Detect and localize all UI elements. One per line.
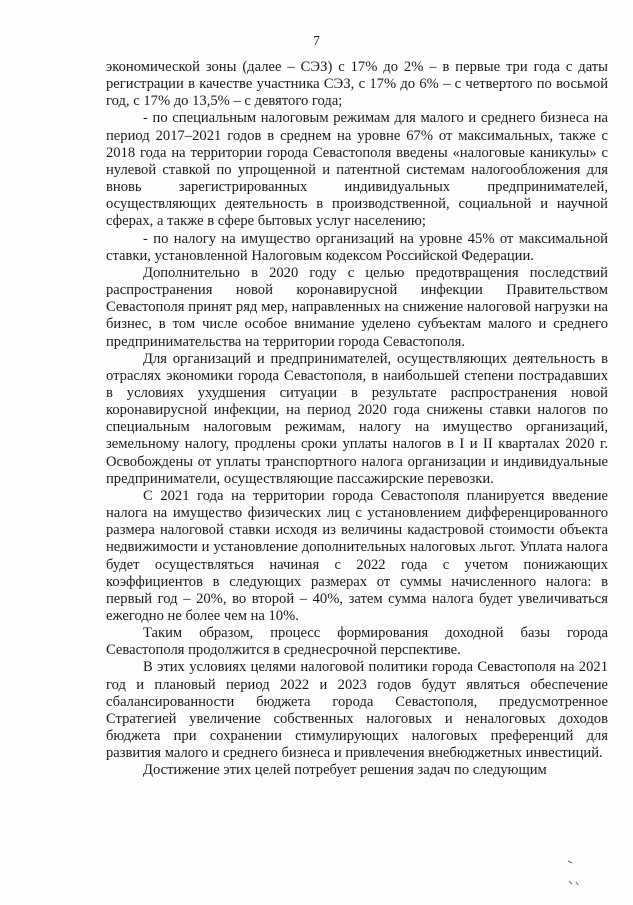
paragraph-sez-rates: экономической зоны (далее – СЭЗ) с 17% до 2% – в первые три года с даты регистрации в качестве участника СЭЗ, с 17% до 6% – с четвертого по восьмой год, с 17% до 13,5% – с девятого года;: [106, 59, 608, 110]
page-number: 7: [313, 33, 320, 48]
paragraph-tasks-intro: Достижение этих целей потребует решения задач по следующим: [143, 762, 547, 779]
paragraph-affected-sectors: Для организаций и предпринимателей, осуществляющих деятельность в отраслях экономики города Севастополя, в наибольшей степени пострадавших в условиях ухудшения ситуации в результате распространения новой коронавирусной инфекции, на период 2020 года снижены ставки налогов по специальным налоговым режимам, налогу на имущество организаций, земельному налогу, продлены сроки уплаты налогов в I и II кварталах 2020 г. Освобождены от уплаты транспортного налога организации и индивидуальные предприниматели, осуществляющие пассажирские перевозки.: [106, 350, 608, 487]
paragraph-conclusion: Таким образом, процесс формирования доходной базы города Севастополя продолжится в среднесрочной перспективе.: [106, 625, 608, 659]
paragraph-property-tax: - по налогу на имущество организаций на уровне 45% от максимальной ставки, установленной Налоговым кодексом Российской Федерации.: [106, 230, 608, 264]
scan-marks: [560, 855, 600, 895]
paragraph-special-regimes: - по специальным налоговым режимам для малого и среднего бизнеса на период 2017–2021 годов в среднем на уровне 67% от максимальных, также с 2018 года на территории города Севастополя введены «налоговые каникулы» с нулевой ставкой по упрощенной и патентной системам налогообложения для вновь зарегистрированных индивидуальных предпринимателей, осуществляющих деятельность в производственной, социальной и научной сферах, а также в сфере бытовых услуг населению;: [106, 110, 608, 230]
paragraph-covid-measures: Дополнительно в 2020 году с целью предотвращения последствий распространения новой коронавирусной инфекции Правительством Севастополя принят ряд мер, направленных на снижение налоговой нагрузки на бизнес, в том числе особое внимание уделено субъектам малого и среднего предпринимательства на территории города Севастополя.: [106, 264, 608, 350]
document-body: [106, 59, 608, 780]
paragraph-individual-property-tax: С 2021 года на территории города Севастополя планируется введение налога на имущество физических лиц с установлением дифференцированного размера налоговой ставки исходя из величины кадастровой стоимости объекта недвижимости и установление дополнительных налоговых льгот. Уплата налога будет осуществляться начиная с 2022 года с учетом понижающих коэффициентов в следующих размерах от суммы начисленного налога: в первый год – 20%, во второй – 40%, затем сумма налога будет увеличиваться ежегодно не более чем на 10%.: [106, 487, 608, 624]
paragraph-policy-goals: В этих условиях целями налоговой политики города Севастополя на 2021 год и плановый период 2022 и 2023 годов будут являться обеспечение сбалансированности бюджета города Севастополя, предусмотренное Стратегией увеличение собственных налоговых и неналоговых доходов бюджета при сохранении стимулирующих налоговых преференций для развития малого и среднего бизнеса и привлечения внебюджетных инвестиций.: [106, 659, 608, 762]
